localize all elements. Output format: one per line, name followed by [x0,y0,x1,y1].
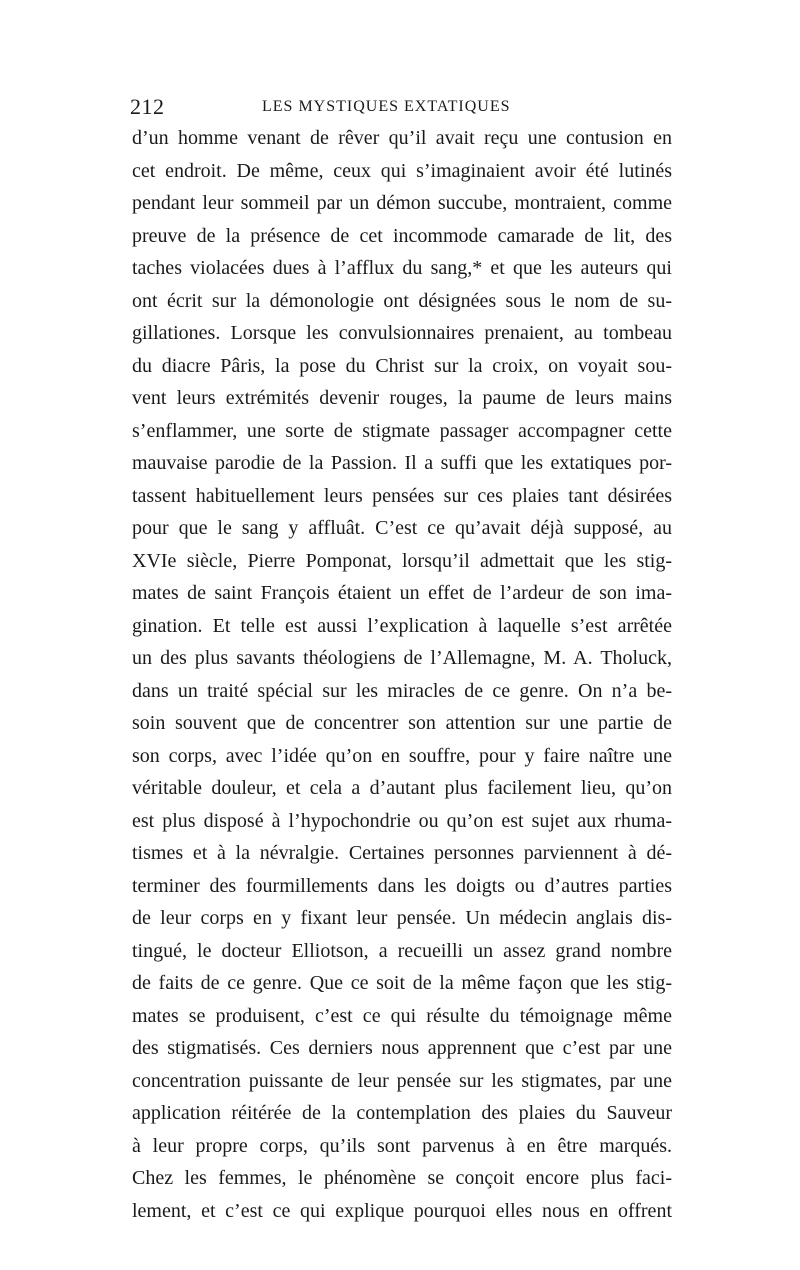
text-line: soin souvent que de concentrer son attention sur une partie de [132,712,672,734]
text-line: ont écrit sur la démonologie ont désignées sous le nom de su- [132,289,672,312]
text-line: véritable douleur, et cela a d’autant plus facilement lieu, qu’on [132,777,672,799]
text-line: gillationes. Lorsque les convulsionnaires prenaient, au tombeau [132,322,672,344]
text-line: à leur propre corps, qu’ils sont parvenus à en être marqués. [132,1134,672,1157]
text-line: pendant leur sommeil par un démon succube, montraient, comme [132,192,672,214]
running-title: LES MYSTIQUES EXTATIQUES [262,98,511,115]
text-line: son corps, avec l’idée qu’on en souffre, pour y faire naître une [132,744,672,767]
text-line: mates se produisent, c’est ce qui résulte du témoignage même [132,1004,672,1027]
text-line: preuve de la présence de cet incommode camarade de lit, des [132,224,672,247]
body-text [132,122,672,1227]
page-number: 212 [130,94,165,119]
text-line: du diacre Pâris, la pose du Christ sur la croix, on voyait sou- [132,354,672,377]
text-line: vent leurs extrémités devenir rouges, la paume de leurs mains [132,387,672,409]
text-line: Chez les femmes, le phénomène se conçoit encore plus faci- [132,1167,672,1189]
text-line: gination. Et telle est aussi l’explication à laquelle s’est arrêtée [132,614,672,637]
text-line: tismes et à la névralgie. Certaines personnes parviennent à dé- [132,842,672,864]
text-line: de leur corps en y fixant leur pensée. Un médecin anglais dis- [132,907,672,929]
text-line: lement, et c’est ce qui explique pourquoi elles nous en offrent [132,1199,672,1222]
text-line: des stigmatisés. Ces derniers nous apprennent que c’est par une [132,1037,672,1059]
text-line: cet endroit. De même, ceux qui s’imaginaient avoir été lutinés [132,159,672,182]
text-line: d’un homme venant de rêver qu’il avait reçu une contusion en [132,127,672,149]
text-line: un des plus savants théologiens de l’Allemagne, M. A. Tholuck, [132,647,672,669]
text-line: concentration puissante de leur pensée sur les stigmates, par une [132,1069,672,1092]
text-line: taches violacées dues à l’afflux du sang,* et que les auteurs qui [132,257,672,279]
text-line: application réitérée de la contemplation des plaies du Sauveur [132,1102,672,1124]
text-line: est plus disposé à l’hypochondrie ou qu’on est sujet aux rhuma- [132,809,672,832]
text-line: tassent habituellement leurs pensées sur ces plaies tant désirées [132,484,672,507]
text-line: de faits de ce genre. Que ce soit de la même façon que les stig- [132,972,672,994]
text-line: mates de saint François étaient un effet de l’ardeur de son ima- [132,582,672,604]
text-line: tingué, le docteur Elliotson, a recueilli un assez grand nombre [132,939,672,962]
text-line: XVIe siècle, Pierre Pomponat, lorsqu’il admettait que les stig- [132,549,672,572]
running-head [130,94,670,122]
text-line: pour que le sang y affluât. C’est ce qu’avait déjà supposé, au [132,517,672,539]
text-line: s’enflammer, une sorte de stigmate passager accompagner cette [132,419,672,442]
text-line: dans un traité spécial sur les miracles de ce genre. On n’a be- [132,679,672,702]
text-line: terminer des fourmillements dans les doigts ou d’autres parties [132,874,672,897]
text-line: mauvaise parodie de la Passion. Il a suffi que les extatiques por- [132,452,672,474]
